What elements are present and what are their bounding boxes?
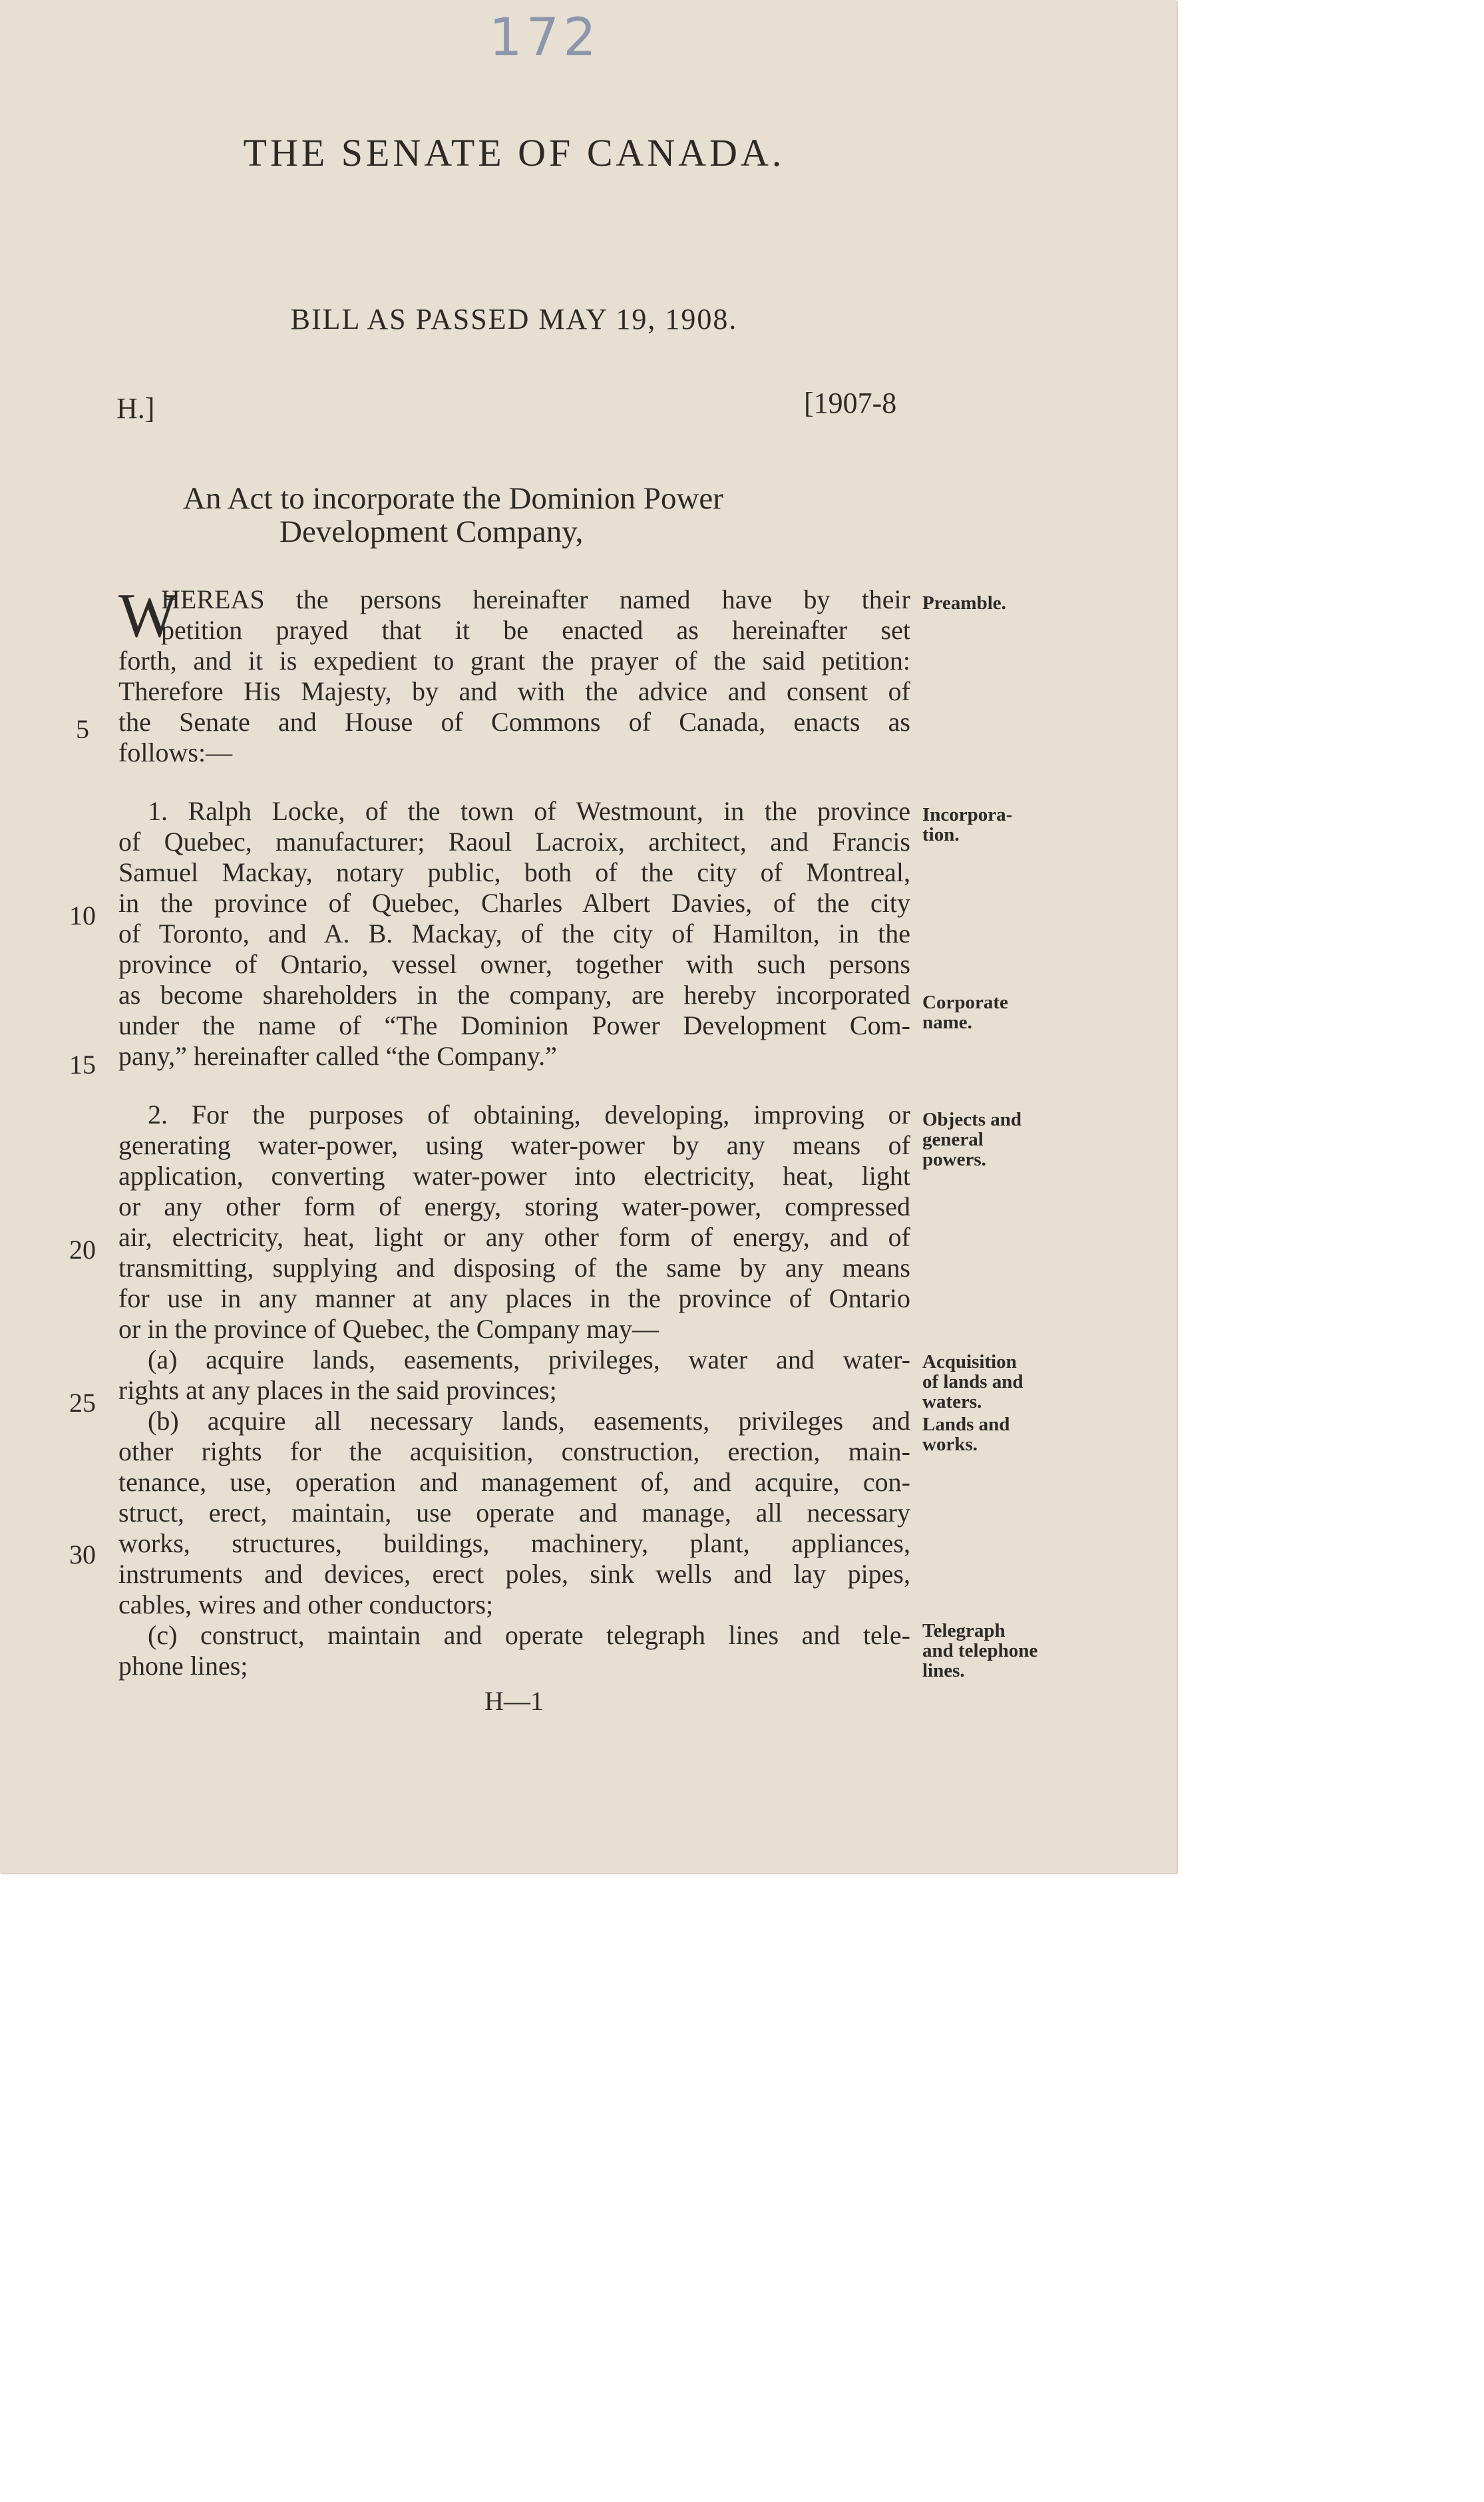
line-number: 10 bbox=[69, 901, 96, 931]
session-label: [1907-8 bbox=[804, 387, 897, 419]
body-line: Therefore His Majesty, by and with the advice and consent of bbox=[118, 676, 910, 706]
preamble-drop-cap: W bbox=[118, 581, 178, 650]
body-line: the Senate and House of Commons of Canada, enacts as bbox=[118, 707, 910, 737]
margin-note-corporate-name: name. bbox=[922, 1012, 972, 1033]
body-line: transmitting, supplying and disposing of the same by any means bbox=[118, 1253, 910, 1283]
body-line: phone lines; bbox=[118, 1651, 248, 1681]
page-heading: THE SENATE OF CANADA. bbox=[243, 131, 785, 174]
bill-status: BILL AS PASSED MAY 19, 1908. bbox=[290, 303, 738, 335]
body-line: pany,” hereinafter called “the Company.” bbox=[118, 1041, 557, 1071]
line-number: 20 bbox=[69, 1235, 96, 1265]
body-line: HEREAS the persons hereinafter named have by their bbox=[161, 584, 910, 614]
margin-note-objects: Objects and bbox=[922, 1109, 1022, 1130]
margin-note-acquisition: of lands and bbox=[922, 1371, 1023, 1392]
body-line: or in the province of Quebec, the Company may— bbox=[118, 1314, 659, 1344]
margin-note-incorporation: Incorpora- bbox=[922, 804, 1013, 825]
body-line: follows:— bbox=[118, 737, 233, 767]
margin-note-corporate-name: Corporate bbox=[922, 992, 1008, 1013]
bill-identifier: H.] bbox=[116, 392, 155, 425]
margin-note-acquisition: waters. bbox=[922, 1391, 982, 1412]
body-line: instruments and devices, erect poles, sink wells and lay pipes, bbox=[118, 1559, 910, 1589]
line-number: 25 bbox=[69, 1388, 96, 1418]
body-line: application, converting water-power into electricity, heat, light bbox=[118, 1161, 910, 1191]
paragraph-c-line: (c) construct, maintain and operate telegraph lines and tele- bbox=[148, 1620, 910, 1650]
line-number: 30 bbox=[69, 1540, 96, 1569]
paragraph-a-line: (a) acquire lands, easements, privileges, water and water- bbox=[148, 1345, 910, 1374]
margin-note-acquisition: Acquisition bbox=[922, 1351, 1017, 1372]
page-signature-mark: H—1 bbox=[484, 1686, 544, 1716]
margin-note-telegraph: Telegraph bbox=[922, 1620, 1006, 1641]
margin-note-preamble: Preamble. bbox=[922, 592, 1006, 614]
body-line: rights at any places in the said provinces; bbox=[118, 1375, 557, 1405]
body-line: cables, wires and other conductors; bbox=[118, 1589, 494, 1619]
body-line: or any other form of energy, storing water-power, compressed bbox=[118, 1191, 910, 1221]
body-line: under the name of “The Dominion Power Development Com- bbox=[118, 1010, 910, 1040]
line-number: 5 bbox=[76, 714, 89, 744]
margin-note-telegraph: and telephone bbox=[922, 1640, 1038, 1661]
margin-note-telegraph: lines. bbox=[922, 1660, 965, 1681]
body-line: in the province of Quebec, Charles Albert Davies, of the city bbox=[118, 888, 910, 918]
body-line: generating water-power, using water-power by any means of bbox=[118, 1130, 910, 1160]
body-line: of Toronto, and A. B. Mackay, of the city of Hamilton, in the bbox=[118, 919, 910, 948]
body-line: forth, and it is expedient to grant the prayer of the said petition: bbox=[118, 646, 910, 676]
margin-note-objects: powers. bbox=[922, 1149, 986, 1170]
body-line: struct, erect, maintain, use operate and manage, all necessary bbox=[118, 1498, 910, 1528]
body-line: other rights for the acquisition, construction, erection, main- bbox=[118, 1436, 910, 1466]
body-line: works, structures, buildings, machinery, plant, appliances, bbox=[118, 1528, 910, 1558]
body-line: province of Ontario, vessel owner, together with such persons bbox=[118, 949, 910, 979]
body-line: for use in any manner at any places in the province of Ontario bbox=[118, 1283, 910, 1313]
act-title-line-2: Development Company, bbox=[279, 515, 584, 549]
section-1-first-line: 1. Ralph Locke, of the town of Westmount, in the province bbox=[148, 796, 910, 826]
line-number: 15 bbox=[69, 1050, 96, 1080]
body-line: of Quebec, manufacturer; Raoul Lacroix, architect, and Francis bbox=[118, 827, 910, 857]
margin-note-objects: general bbox=[922, 1129, 984, 1150]
margin-note-incorporation: tion. bbox=[922, 824, 960, 845]
margin-note-lands-works: works. bbox=[922, 1434, 978, 1455]
body-line: Samuel Mackay, notary public, both of the city of Montreal, bbox=[118, 857, 910, 887]
act-title-line-1: An Act to incorporate the Dominion Power bbox=[183, 481, 723, 516]
body-line: tenance, use, operation and management of, and acquire, con- bbox=[118, 1467, 910, 1497]
margin-note-lands-works: Lands and bbox=[922, 1414, 1010, 1435]
body-line: petition prayed that it be enacted as hereinafter set bbox=[161, 615, 910, 645]
section-2-first-line: 2. For the purposes of obtaining, developing, improving or bbox=[148, 1100, 910, 1130]
paragraph-b-line: (b) acquire all necessary lands, easements, privileges and bbox=[148, 1406, 910, 1436]
archive-stamp-number: 172 bbox=[489, 8, 600, 68]
body-line: as become shareholders in the company, are hereby incorporated bbox=[118, 980, 910, 1010]
body-line: air, electricity, heat, light or any other form of energy, and of bbox=[118, 1222, 910, 1252]
